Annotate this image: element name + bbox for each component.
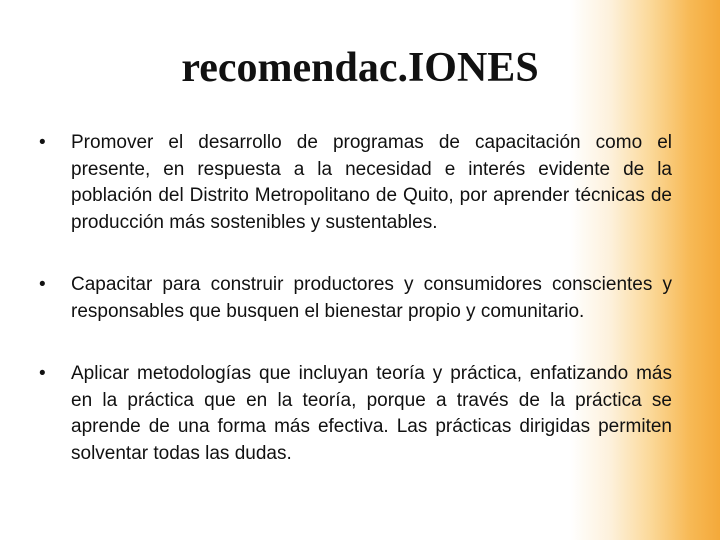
bullet-text: Promover el desarrollo de programas de capacitación como el presente, en respuesta a la necesidad e interés evidente de la población del Distrito Metropolitano de Quito, por aprender técnicas de producción más sostenibles y sustentables. [71, 132, 672, 233]
bullet-list [30, 130, 672, 467]
bullet-icon: • [39, 132, 46, 153]
bullet-icon: • [39, 363, 46, 384]
bullet-item [30, 361, 672, 467]
slide-title: recomendac.IONES [181, 45, 539, 91]
bullet-text: Capacitar para construir productores y consumidores conscientes y responsables que busquen el bienestar propio y comunitario. [71, 274, 672, 322]
bullet-item [30, 272, 672, 325]
bullet-text: Aplicar metodologías que incluyan teoría y práctica, enfatizando más en la práctica que en la teoría, porque a través de la práctica se aprende de una forma más efectiva. Las prácticas dirigidas permiten solventar todas las dudas. [71, 363, 672, 464]
bullet-icon: • [39, 274, 46, 295]
bullet-item [30, 130, 672, 236]
